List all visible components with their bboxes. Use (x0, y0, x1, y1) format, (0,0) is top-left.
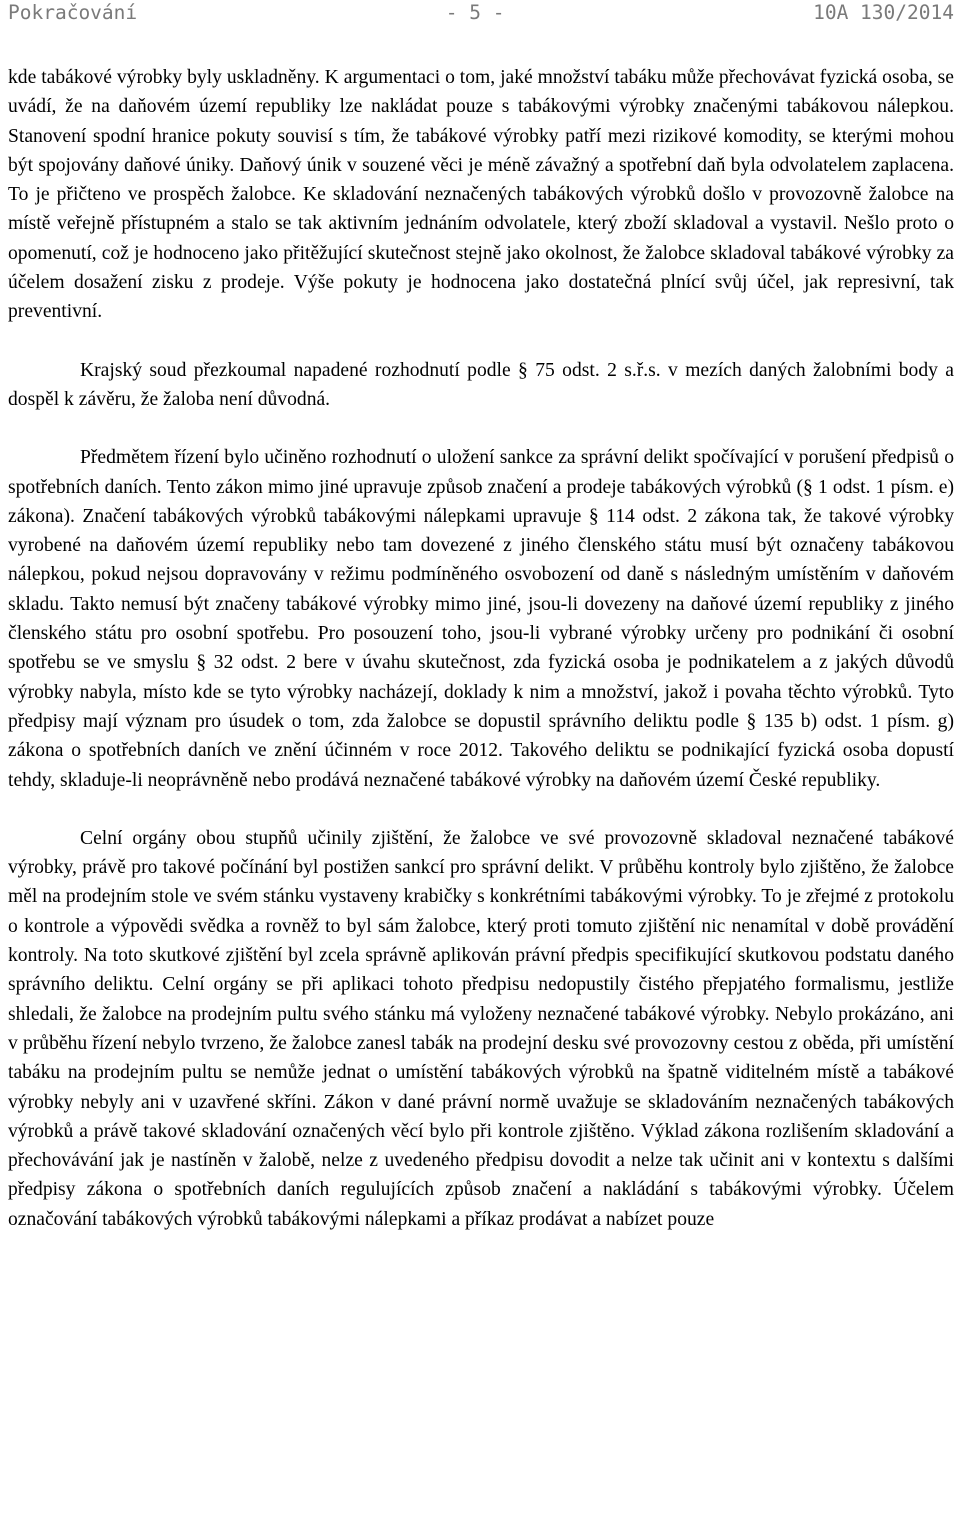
page-header (8, 0, 954, 28)
document-body (8, 63, 954, 1234)
paragraph-1: kde tabákové výrobky byly uskladněny. K argumentaci o tom, jaké množství tabáku může přechovávat fyzická osoba, se uvádí, že na daňovém území republiky lze nakládat pouze s tabákovými výrobky značenými tabákovou nálepkou. Stanovení spodní hranice pokuty souvisí s tím, že tabákové výrobky patří mezi rizikové komodity, se kterými mohou být spojovány daňové úniky. Daňový únik v souzené věci je méně závažný a spotřební daň byla odvolatelem zaplacena. To je přičteno ve prospěch žalobce. Ke skladování neznačených tabákových výrobků došlo v provozovně žalobce na místě veřejně přístupném a stalo se tak aktivním jednáním odvolatele, který zboží skladoval a vystavil. Nešlo proto o opomenutí, což je hodnoceno jako přitěžující skutečnost stejně jako okolnost, že žalobce skladoval tabákové výrobky za účelem dosažení zisku z prodeje. Výše pokuty je hodnocena jako dostatečná plnící svůj účel, jak represivní, tak preventivní. (8, 67, 954, 323)
paragraph-2: Krajský soud přezkoumal napadené rozhodnutí podle § 75 odst. 2 s.ř.s. v mezích daných žalobními body a dospěl k závěru, že žaloba není důvodná. (8, 359, 954, 410)
header-page-number: - 5 - (445, 1, 505, 24)
document-page (8, 0, 954, 1234)
paragraph-3: Předmětem řízení bylo učiněno rozhodnutí o uložení sankce za správní delikt spočívající v porušení předpisů o spotřebních daních. Tento zákon mimo jiné upravuje způsob značení a prodeje tabákových výrobků (§ 1 odst. 1 písm. e) zákona). Značení tabákových výrobků tabákovými nálepkami upravuje § 114 odst. 2 zákona tak, že takové výrobky vyrobené na daňovém území republiky nebo tam dovezené z jiného členského státu musí být označeny tabákovou nálepkou, pokud nejsou dopravovány v režimu podmíněného osvobození od daně s následným umístěním v daňovém skladu. Takto nemusí být značeny tabákové výrobky mimo jiné, jsou-li dovezeny na daňové území republiky z jiného členského státu pro osobní spotřebu. Pro posouzení toho, jsou-li vybrané výrobky určeny pro podnikání či osobní spotřebu se ve smyslu § 32 odst. 2 bere v úvahu skutečnost, zda fyzická osoba je podnikatelem a z jakých důvodů výrobky nabyla, místo kde se tyto výrobky nacházejí, doklady k nim a množství, jakož i povaha těchto výrobků. Tyto předpisy mají význam pro úsudek o tom, zda žalobce se dopustil správního deliktu podle § 135 b) odst. 1 písm. g) zákona o spotřebních daních ve znění účinném v roce 2012. Takového deliktu se podnikající fyzická osoba dopustí tehdy, skladuje-li neoprávněně nebo prodává neznačené tabákové výrobky na daňovém území České republiky. (8, 447, 954, 791)
paragraph-4: Celní orgány obou stupňů učinily zjištění, že žalobce ve své provozovně skladoval neznačené tabákové výrobky, právě pro takové počínání byl postižen sankcí pro správní delikt. V průběhu kontroly bylo zjištěno, že žalobce měl na prodejním stole ve svém stánku vystaveny krabičky s konkrétními tabákovými výrobky. To je zřejmé z protokolu o kontrole a výpovědi svědka a rovněž to byl sám žalobce, který proti tomuto zjištění nic nenamítal v době provádění kontroly. Na toto skutkové zjištění byl zcela správně aplikován právní předpis specifikující skutkovou podstatu daného správního deliktu. Celní orgány se při aplikaci tohoto předpisu nedopustily čistého přepjatého formalismu, jestliže shledali, že žalobce na prodejním pultu svého stánku má vyloženy neznačené tabákové výrobky. Nebylo prokázáno, ani v průběhu řízení nebylo tvrzeno, že žalobce zanesl tabák na prodejní desku své provozovny cestou z oběda, při umístění tabáku na prodejním pultu se nemůže jednat o umístění tabákových výrobků na špatně viditelném místě a tabákové výrobky nebyly ani v uzavřené skříni. Zákon v dané právní normě uvažuje se skladováním neznačených tabákových výrobků a právě takové skladování označených věcí bylo při kontrole zjištěno. Výklad zákona rozlišením skladování a přechovávání jak je nastíněn v žalobě, nelze z uvedeného předpisu dovodit a nelze tak učinit ani v kontextu s dalšími předpisy zákona o spotřebních daních regulujících způsob značení a nakládání s tabákovými výrobky. Účelem označování tabákových výrobků tabákovými nálepkami a příkaz prodávat a nabízet pouze (8, 827, 954, 1230)
header-case-number: 10A 130/2014 (813, 1, 954, 24)
header-continuation: Pokračování (8, 1, 138, 24)
